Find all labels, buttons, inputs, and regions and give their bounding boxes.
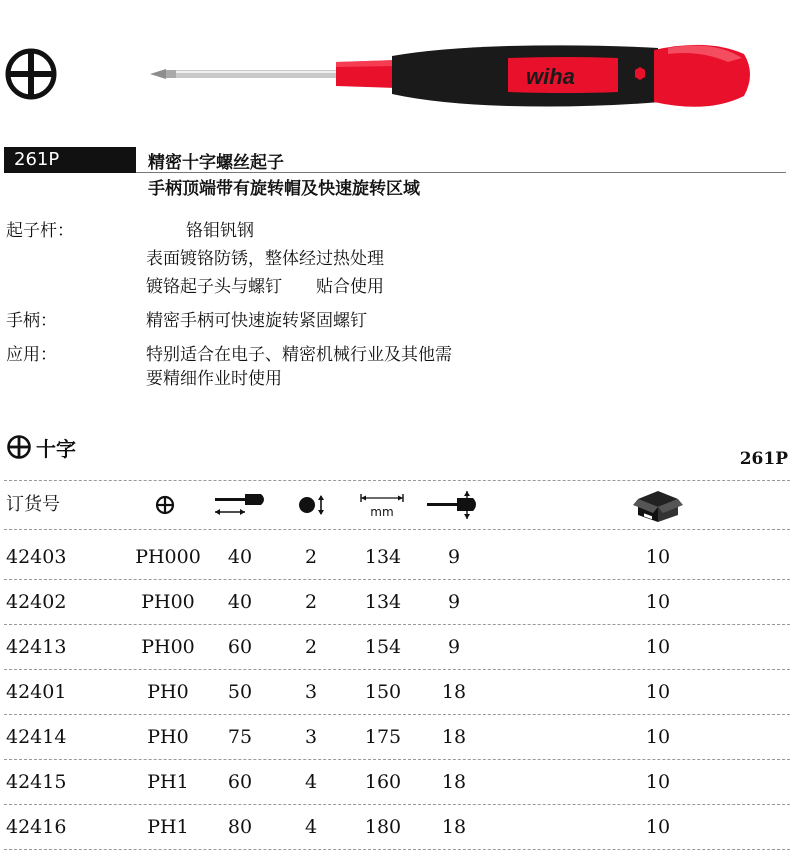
col-header-overall-length — [356, 487, 408, 523]
cell-package-quantity: 10 — [645, 726, 671, 748]
screwdriver-image — [148, 36, 756, 116]
cell-overall-length: 134 — [364, 546, 402, 568]
cell-order-number: 42414 — [6, 726, 67, 748]
handle-diameter-icon — [425, 490, 485, 520]
col-header-order-number: 订货号 — [6, 494, 60, 515]
cell-handle-diameter: 9 — [447, 591, 461, 613]
col-header-package-quantity — [630, 487, 686, 523]
package-icon — [632, 487, 684, 523]
spec-label-application: 应用： — [6, 345, 57, 365]
row-divider — [4, 759, 790, 760]
cell-handle-diameter: 18 — [441, 726, 467, 748]
cell-overall-length: 160 — [364, 771, 402, 793]
blade-length-icon — [211, 490, 267, 520]
col-header-tip-size — [294, 487, 328, 523]
spec-shaft-line-3: 镀铬起子头与螺钉 贴合使用 — [146, 277, 384, 297]
row-divider — [4, 579, 790, 580]
cell-package-quantity: 10 — [645, 681, 671, 703]
table-header-rule — [4, 529, 790, 530]
cell-size: PH1 — [147, 771, 189, 793]
cell-package-quantity: 10 — [645, 591, 671, 613]
cell-size: PH1 — [147, 816, 189, 838]
cell-tip-size: 2 — [304, 591, 318, 613]
cell-handle-diameter: 18 — [441, 771, 467, 793]
cell-tip-size: 4 — [304, 816, 318, 838]
cell-blade-length: 60 — [227, 636, 253, 658]
phillips-icon — [6, 434, 32, 460]
cell-overall-length: 154 — [364, 636, 402, 658]
cell-tip-size: 2 — [304, 546, 318, 568]
cell-package-quantity: 10 — [645, 546, 671, 568]
cell-blade-length: 80 — [227, 816, 253, 838]
product-title-line-2: 手柄顶端带有旋转帽及快速旋转区域 — [148, 179, 420, 199]
cell-size: PH0 — [147, 726, 189, 748]
cell-package-quantity: 10 — [645, 816, 671, 838]
cell-package-quantity: 10 — [645, 771, 671, 793]
cell-blade-length: 60 — [227, 771, 253, 793]
cell-handle-diameter: 18 — [441, 816, 467, 838]
col-header-blade-length — [210, 487, 268, 523]
cell-overall-length: 175 — [364, 726, 402, 748]
spec-label-shaft: 起子杆： — [6, 221, 74, 241]
cell-handle-diameter: 18 — [441, 681, 467, 703]
cell-tip-size: 2 — [304, 636, 318, 658]
phillips-icon — [155, 495, 175, 515]
section-title-text: 十字 — [36, 436, 76, 461]
row-divider — [4, 804, 790, 805]
model-number-bar: 261P — [4, 147, 136, 173]
cell-handle-diameter: 9 — [447, 636, 461, 658]
cell-order-number: 42413 — [6, 636, 67, 658]
cell-blade-length: 40 — [227, 591, 253, 613]
spec-shaft-line-2: 表面镀铬防锈，整体经过热处理 — [146, 249, 384, 269]
cell-order-number: 42403 — [6, 546, 67, 568]
phillips-emblem-icon — [4, 47, 58, 101]
table-top-rule — [4, 480, 790, 481]
brand-logo-text: wiha — [526, 64, 575, 89]
spec-application-line-2: 要精细作业时使用 — [146, 369, 282, 389]
series-tag: 261P — [739, 449, 788, 469]
section-title — [6, 432, 76, 462]
product-title-line-1: 精密十字螺丝起子 — [148, 153, 284, 173]
cell-overall-length: 134 — [364, 591, 402, 613]
row-divider — [4, 714, 790, 715]
cell-order-number: 42401 — [6, 681, 67, 703]
cell-blade-length: 50 — [227, 681, 253, 703]
cell-overall-length: 180 — [364, 816, 402, 838]
cell-size: PH0 — [147, 681, 189, 703]
overall-length-icon — [357, 490, 407, 520]
col-header-handle-diameter — [424, 487, 486, 523]
cell-tip-size: 4 — [304, 771, 318, 793]
col-header-size — [148, 487, 182, 523]
cell-handle-diameter: 9 — [447, 546, 461, 568]
row-divider — [4, 669, 790, 670]
row-divider — [4, 849, 790, 850]
cell-package-quantity: 10 — [645, 636, 671, 658]
cell-size: PH00 — [141, 591, 195, 613]
spec-shaft-line-1: 铬钼钒钢 — [186, 221, 254, 241]
cell-blade-length: 40 — [227, 546, 253, 568]
cell-order-number: 42416 — [6, 816, 67, 838]
spec-label-handle: 手柄： — [6, 311, 57, 331]
cell-overall-length: 150 — [364, 681, 402, 703]
cell-order-number: 42415 — [6, 771, 67, 793]
cell-size: PH00 — [141, 636, 195, 658]
cell-blade-length: 75 — [227, 726, 253, 748]
spec-application-line-1: 特别适合在电子、精密机械行业及其他需 — [146, 345, 452, 365]
cell-tip-size: 3 — [304, 681, 318, 703]
cell-size: PH000 — [135, 546, 201, 568]
cell-tip-size: 3 — [304, 726, 318, 748]
tip-size-icon — [296, 493, 326, 517]
unit-mm-label: mm — [370, 505, 394, 519]
row-divider — [4, 624, 790, 625]
cell-order-number: 42402 — [6, 591, 67, 613]
spec-handle-line-1: 精密手柄可快速旋转紧固螺钉 — [146, 311, 367, 331]
